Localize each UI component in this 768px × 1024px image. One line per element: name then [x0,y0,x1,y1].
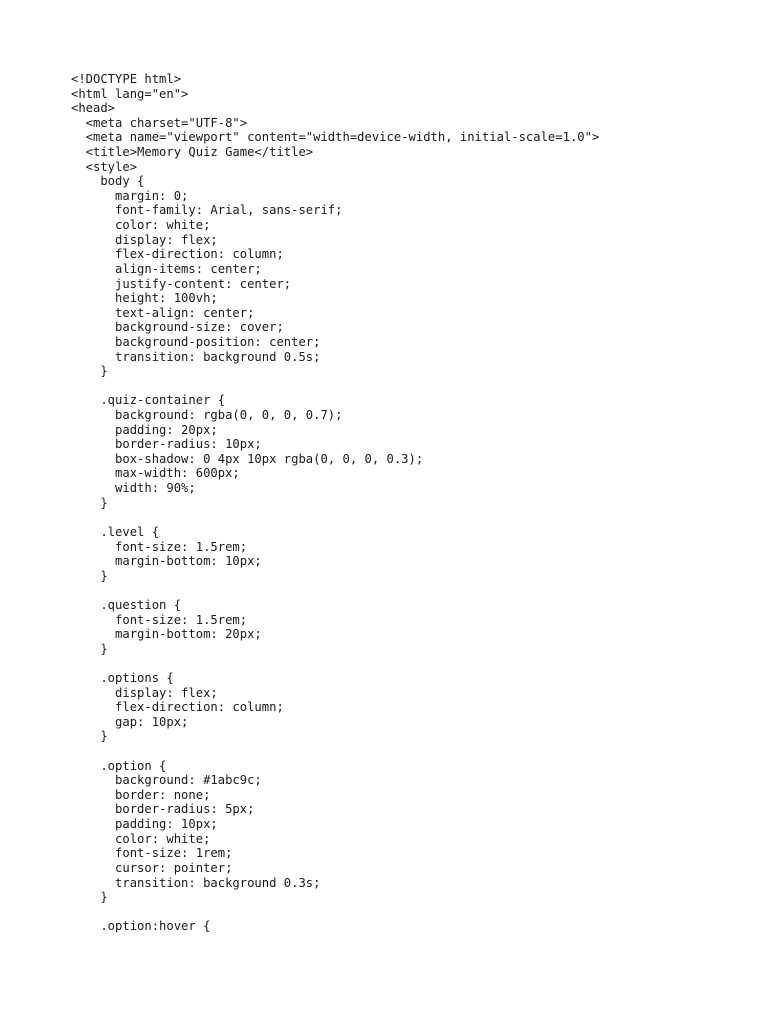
code-line: margin: 0; [71,188,189,203]
code-line: display: flex; [71,232,218,247]
code-line: <style> [71,159,138,174]
code-line: margin-bottom: 20px; [71,627,262,642]
code-line: background-size: cover; [71,320,284,335]
code-line [71,379,599,394]
code-line: } [71,641,108,656]
code-line: flex-direction: column; [71,700,284,715]
code-line [71,905,599,920]
code-line: text-align: center; [71,305,255,320]
code-line: justify-content: center; [71,276,292,291]
code-line: } [71,495,108,510]
code-line: font-family: Arial, sans-serif; [71,203,343,218]
code-line: height: 100vh; [71,291,218,306]
code-line: background: rgba(0, 0, 0, 0.7); [71,408,343,423]
code-line: display: flex; [71,685,218,700]
code-listing [71,72,599,934]
code-line [71,656,599,671]
code-line: transition: background 0.3s; [71,875,321,890]
code-line: .option { [71,758,167,773]
code-line: <meta charset="UTF-8"> [71,115,248,130]
code-line [71,510,599,525]
code-line: <!DOCTYPE html> [71,72,182,86]
code-line: <html lang="en"> [71,86,189,101]
code-line: align-items: center; [71,261,262,276]
code-line: .option:hover { [71,919,211,934]
code-line: border-radius: 10px; [71,437,262,452]
code-line: cursor: pointer; [71,860,233,875]
code-line: box-shadow: 0 4px 10px rgba(0, 0, 0, 0.3); [71,451,424,466]
code-line: .question { [71,597,182,612]
code-line: <meta name="viewport" content="width=device-width, initial-scale=1.0"> [71,130,600,145]
code-line: <head> [71,101,116,116]
code-line: } [71,729,108,744]
code-line: border: none; [71,787,211,802]
code-line: <title>Memory Quiz Game</title> [71,145,314,160]
code-line: color: white; [71,831,211,846]
code-line: } [71,890,108,905]
code-line: } [71,568,108,583]
code-line: .options { [71,670,174,685]
code-line: .level { [71,524,160,539]
code-line [71,583,599,598]
code-line: background: #1abc9c; [71,773,262,788]
code-line: font-size: 1.5rem; [71,539,248,554]
code-line: max-width: 600px; [71,466,240,481]
code-line: padding: 10px; [71,817,218,832]
code-line: } [71,364,108,379]
code-line: color: white; [71,218,211,233]
code-line: font-size: 1rem; [71,846,233,861]
code-line: padding: 20px; [71,422,218,437]
code-line: body { [71,174,145,189]
code-line: gap: 10px; [71,714,189,729]
code-line: flex-direction: column; [71,247,284,262]
code-line: transition: background 0.5s; [71,349,321,364]
code-line: .quiz-container { [71,393,226,408]
code-line: border-radius: 5px; [71,802,255,817]
code-line: margin-bottom: 10px; [71,554,262,569]
code-line: width: 90%; [71,481,196,496]
code-line: font-size: 1.5rem; [71,612,248,627]
code-line [71,744,599,759]
code-line: background-position: center; [71,334,321,349]
